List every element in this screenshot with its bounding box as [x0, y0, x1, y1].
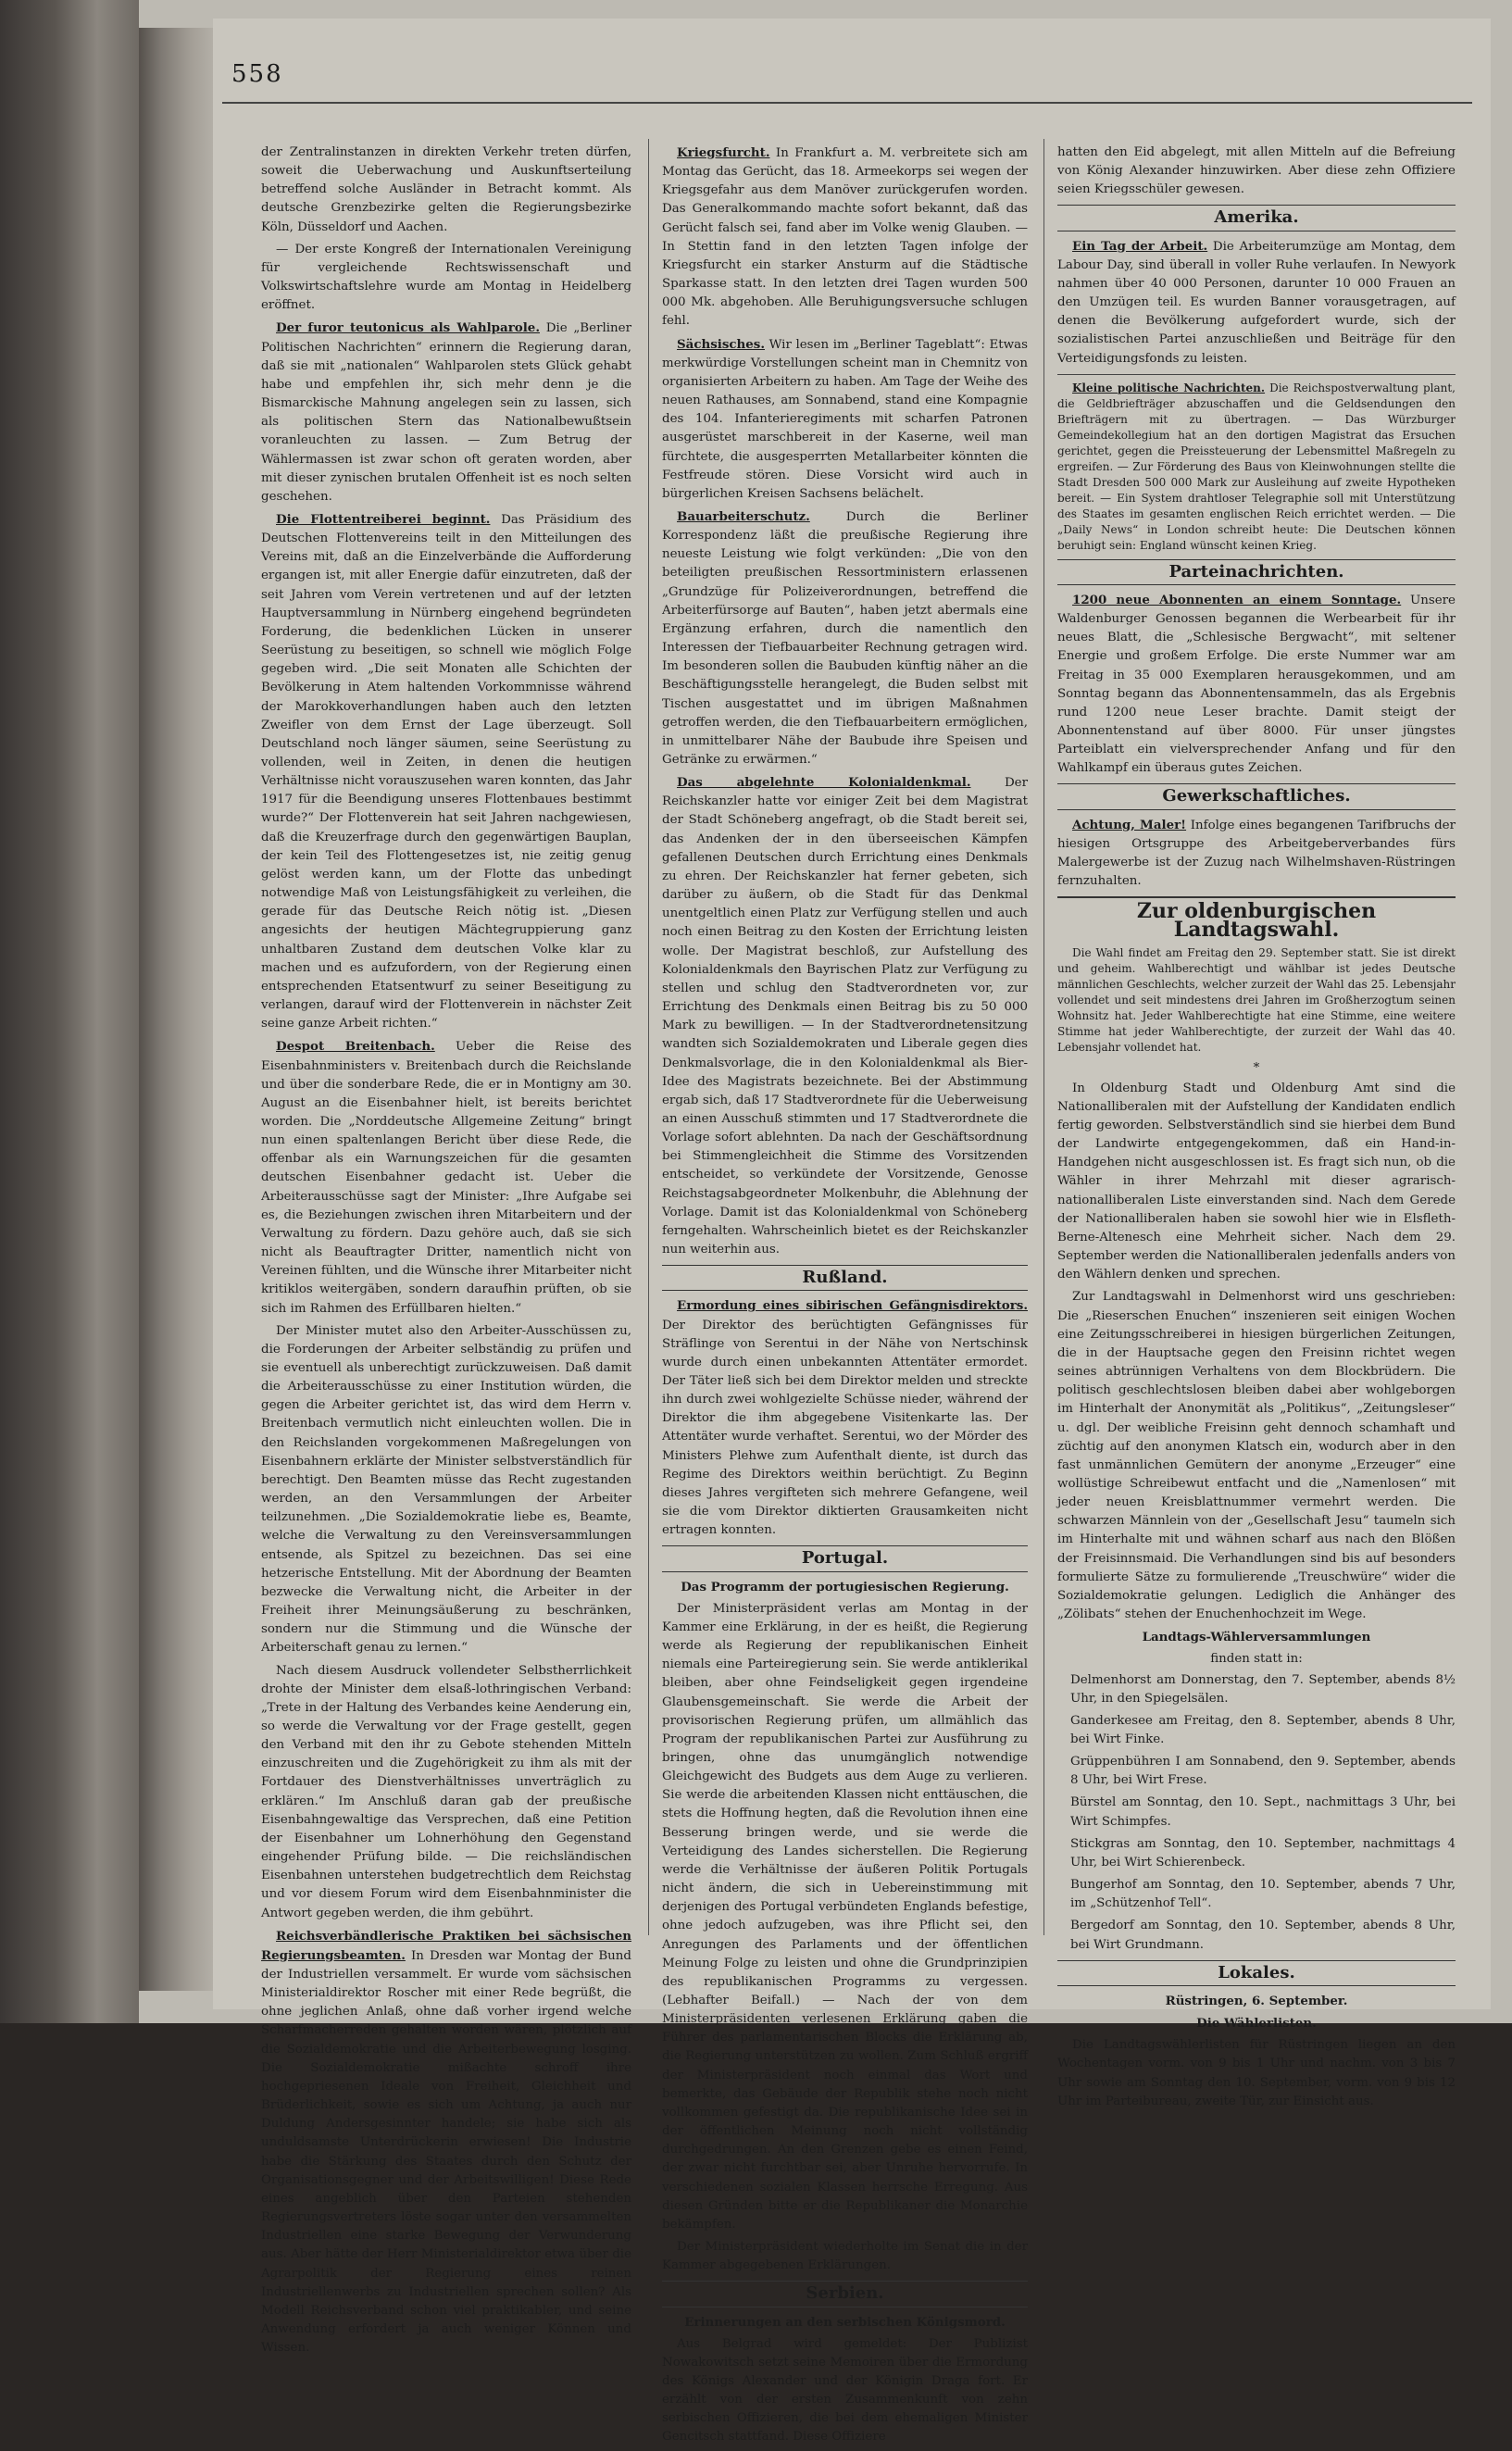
article-heading: Sächsisches. — [677, 336, 766, 352]
article-text: Die Landtagswählerlisten für Rüstringen liegen an den Wochentagen vorm. von 9 bis 1 Uhr und nachm. von 3 bis 7 Uhr sowie am Sonntag den 10. September, vorm. von 9 bis 12 Uhr im Parteibureau, zweite Tür, zur Einsicht aus. — [1057, 2038, 1456, 2108]
meeting-item: Bungerhof am Sonntag, den 10. September, abends 7 Uhr, im „Schützenhof Tell“. — [1070, 1878, 1456, 1911]
section-heading-gewerkschaftliches: Gewerkschaftliches. — [1057, 783, 1456, 809]
article-text: Infolge eines begangenen Tarifbruchs der hiesigen Ortsgruppe des Arbeitgeberverbandes fürs Malergewerbe ist der Zuzug nach Wilhelmshaven-Rüstringen fernzuhalten. — [1057, 818, 1456, 889]
section-heading-amerika: Amerika. — [1057, 205, 1456, 231]
column-1 — [261, 144, 631, 2361]
article-heading: Der furor teutonicus als Wahlparole. — [276, 320, 540, 336]
article-heading: Die Wählerlisten. — [1196, 2016, 1317, 2032]
meeting-item: Stickgras am Sonntag, den 10. September, nachmittags 4 Uhr, bei Wirt Schierenbeck. — [1070, 1836, 1456, 1870]
divider — [1057, 374, 1456, 375]
article-heading: Das abgelehnte Kolonialdenkmal. — [677, 775, 971, 791]
article-text: Der Ministerpräsident verlas am Montag in der Kammer eine Erklärung, in der es heißt, die Regierung werde als Regierung der republikanischen Einheit niemals eine Parteiregierung sein. Sie werde antiklerikal bleiben, aber ohne Feindseligkeit gegen irgendeine Glaubensgemeinschaft. Sie werde die Arbeit der provisorischen Regierung prüfen, um allmählich das Program der republikanischen Partei zur Ausführung zu bringen, ohne das unumgänglich notwendige Gleichgewicht des Budgets aus dem Auge zu verlieren. Sie werde die arbeitenden Klassen nicht enttäuschen, die stets die Hoffnung hegten, daß die Revolution ihnen eine Besserung bringen werde, und sie werde die Verteidigung des Landes sicherstellen. Die Regierung werde die Verhältnisse der äußeren Politik Portugals nicht ändern, die sich in Uebereinstimmung mit derjenigen des Portugal verbündeten Englands befestige, ohne jedoch aufzugeben, was ihre Pflicht sei, den Anregungen des Parlaments und der öffentlichen Meinung Folge zu leisten und ohne die Grundprinzipien des republikanischen Programms zu vergessen. (Lebhafter Beifall.) — Nach der von dem Ministerpräsidenten verlesenen Erklärung gaben die Führer des parlamentarischen Blocks die Erklärung ab, die Regierung unterstützen zu wollen. Zum Schluß ergriff der Ministerpräsident noch einmal das Wort und bemerkte, das Gebäude der Republik stehe noch nicht vollkommen gefestigt da. Die republikanische Idee sei in der öffentlichen Meinung noch nicht vollständig durchgedrungen. An den Grenzen gebe es einen Feind, der zwar nicht furchtbar sei, aber Unruhe hervorrufe. In verschiedenen sozialen Klassen herrsche Erregung. Aus diesen Gründen bitte er die Republikaner die Monarchie bekämpfen. — [662, 1601, 1028, 2232]
section-heading-portugal: Portugal. — [662, 1545, 1028, 1571]
column-2 — [662, 144, 1028, 2451]
meeting-item: Bürstel am Sonntag, den 10. Sept., nachmittags 3 Uhr, bei Wirt Schimpfes. — [1070, 1795, 1456, 1829]
column-divider — [1043, 139, 1044, 1935]
article-heading: Erinnerungen an den serbischen Königsmord. — [684, 2314, 1006, 2330]
article-text: In Oldenburg Stadt und Oldenburg Amt sind die Nationalliberalen mit der Aufstellung der Kandidaten endlich fertig geworden. Selbstverständlich sind sie hierbei dem Bund der Landwirte entgegengekommen, daß ein Hand-in-Handgehen nicht ausgeschlossen ist. Es fragt sich nun, ob die Wähler in ihrer Mehrzahl mit dieser agrarisch-nationalliberalen Liste einverstanden sind. Nach dem Gerede der Nationalliberalen haben sie sowohl hier wie in Elsfleth-Berne-Altenesch eine Mehrheit sicher. Nach dem 29. September werden die Nationalliberalen jedenfalls anders von den Wählern denken und sprechen. — [1057, 1081, 1456, 1282]
article-text: In Frankfurt a. M. verbreitete sich am Montag das Gerücht, das 18. Armeekorps sei wegen der Kriegsgefahr aus dem Manöver zurückgerufen worden. Das Generalkommando machte sofort bekannt, daß das Gerücht falsch sei, fand aber im Volke wenig Glauben. — In Stettin fand in den letzten Tagen infolge der Kriegsfurcht ein starker Ansturm auf die Städtische Sparkasse statt. In den letzten drei Tagen wurden 500 000 Mk. abgehoben. Alle Beruhigungsversuche schlugen fehl. — [662, 146, 1028, 329]
separator-star: * — [1253, 1060, 1260, 1075]
article-text: Ueber die Reise des Eisenbahnministers v. Breitenbach durch die Reichslande und über die sonderbare Rede, die er in Montigny am 30. August an die Eisenbahner hielt, ist bereits berichtet worden. Die „Norddeutsche Allgemeine Zeitung“ bringt nun einen spaltenlangen Bericht über diese Rede, die offenbar als ein Warnungszeichen für die gesamten deutschen Eisenbahner gedacht ist. Ueber die Arbeiterausschüsse sagt der Minister: „Ihre Aufgabe sei es, die Beziehungen zwischen ihren Mitarbeitern und der Verwaltung zu fördern. Dazu gehöre auch, daß sie sich nicht als Beauftragter Dritter, namentlich nicht von Vereinen fühlten, und die Wünsche ihrer Mitarbeiter nicht kritiklos weitergäben, sondern daraufhin prüften, ob sie sich im Rahmen des Erfüllbaren hielten.“ — [261, 1040, 631, 1316]
article-text: Zur Landtagswahl in Delmenhorst wird uns geschrieben: Die „Rieserschen Enuchen“ inszenieren seit einigen Wochen eine Zeitungsschreiberei in hiesigen bürgerlichen Zeitungen, die in der Hauptsache gegen den Freisinn richtet wegen seines abtrünnigen Verhaltens von dem Blockbrüdern. Die politisch geschlechtslosen bleiben dabei aber wohlgeborgen im Hinterhalt der Anonymität als „Politikus“, „Zeitungsleser“ u. dgl. Der weibliche Freisinn geht dennoch schamhaft und züchtig auf den anonymen Klatsch ein, wodurch aber in den fast unmännlichen Gemütern der anonyme „Erzeuger“ eine wollüstige Schreibewut entfacht und die „Namenlosen“ mit jeder neuen Kreisblattnummer vermehrt werden. Die schwarzen Männlein von der „Gesellschaft Jesu“ taumeln sich im Hinterhalte mit und wähnen scharf aus nach den Blößen der Freisinnsmaid. Die Verhandlungen sind bis auf besonders formulierte Sätze zu formulierende „Treuschwüre“ wider die Sozialdemokratie gelungen. Lediglich die Anhänger des „Zölibats“ stehen der Enuchenhochzeit im Wege. — [1057, 1290, 1456, 1622]
article-text: — Der erste Kongreß der Internationalen Vereinigung für vergleichende Rechtswissenschaft und Volkswirtschaftslehre wurde am Montag in Heidelberg eröffnet. — [261, 242, 631, 313]
article-text: Aus Belgrad wird gemeldet: Der Publizist Nowakowitsch setzt seine Memoiren über die Ermordung des Königs Alexander und der Königin Draga fort. Er erzählt von der ersten Zusammenkunft von zehn serbischen Offizieren, die bei dem ehemaligen Minister Gencitsch stattfand. Diese Offiziere — [662, 2336, 1028, 2445]
article-text: Der Reichskanzler hatte vor einiger Zeit bei dem Magistrat der Stadt Schöneberg angefragt, ob die Stadt bereit sei, das Andenken der in den überseeischen Kämpfen gefallenen Deutschen durch Errichtung eines Denkmals zu ehren. Der Reichskanzler hat ferner gebeten, sich darüber zu äußern, ob die Stadt für das Denkmal unentgeltlich einen Platz zur Verfügung stellen und auch noch einen Beitrag zu den Kosten der Errichtung leisten wolle. Der Magistrat beschloß, zur Aufstellung des Kolonialdenkmals den Bayrischen Platz zur Verfügung zu stellen und schlug den Stadtverordneten vor, zur Errichtung des Denkmals einen Beitrag bis zu 50 000 Mark zu bewilligen. — In der Stadtverordnetensitzung wandten sich Sozialdemokraten und Liberale gegen dies Denkmalsvorlage, die in den Kolonialdenkmal als Bier-Idee des Magistrats bezeichnete. Bei der Abstimmung ergab sich, daß 17 Stadtverordnete für die Ueberweisung an einen Ausschuß stimmten und 17 Stadtverordnete die Vorlage sofort ablehnten. Da nach der Geschäftsordnung bei Stimmengleichheit die Stimme des Vorsitzenden entscheidet, so verkündete der Vorsitzende, Genosse Reichstagsabgeordneter Molkenbuhr, die Ablehnung der Vorlage. Damit ist das Kolonialdenkmal von Schöneberg ferngehalten. Wahrscheinlich bietet es der Reichskanzler nun weiterhin aus. — [662, 776, 1028, 1257]
article-text: Nach diesem Ausdruck vollendeter Selbstherrlichkeit drohte der Minister dem elsaß-lothringischen Verband: „Trete in der Haltung des Verbandes keine Aenderung ein, so werde die Verwaltung vor der Frage gestellt, gegen den Verband mit den ihr zu Gebote stehenden Mitteln einzuschreiten und die Zugehörigkeit zu ihm als mit der Fortdauer des Dienstverhältnisses unverträglich zu erklären.“ Im Anschluß daran gab der preußische Eisenbahngewaltige das Versprechen, daß eine Petition der Eisenbahner um Lohnerhöhung den Gegenstand eingehender Prüfung bilde. — Die reichsländischen Eisenbahnen unterstehen budgetrechtlich dem Reichstag und vor diesem Forum wird dem Eisenbahnminister die Antwort gegeben werden, die ihm gebührt. — [261, 1663, 631, 1920]
section-subheading-wählerversammlungen: Landtags-Wählerversammlungen — [1142, 1630, 1371, 1645]
meeting-item: Ganderkesee am Freitag, den 8. September, abends 8 Uhr, bei Wirt Finke. — [1070, 1713, 1456, 1746]
section-heading-parteinachrichten: Parteinachrichten. — [1057, 559, 1456, 585]
column-divider — [648, 139, 649, 1935]
book-spine — [0, 0, 139, 2023]
article-heading: Das Programm der portugiesischen Regierung. — [681, 1579, 1009, 1594]
article-text: hatten den Eid abgelegt, mit allen Mitteln auf die Befreiung von König Alexander hinzuwirken. Aber diese zehn Offiziere seien Kriegsschüler gewesen. — [1057, 145, 1456, 197]
newspaper-page — [213, 19, 1491, 2445]
column-3 — [1057, 144, 1456, 2115]
article-heading: Kleine politische Nachrichten. — [1072, 381, 1266, 394]
article-text: Die Arbeiterumzüge am Montag, dem Labour Day, sind überall in voller Ruhe verlaufen. In Newyork nahmen über 40 000 Personen, darunter 10 000 Frauen an den Umzügen teil. Es wurden Banner vorausgetragen, auf denen die Bevölkerung aufgefordert wurde, sich der sozialistischen Partei anzuschließen und Beiträge für den Verteidigungsfonds zu leisten. — [1057, 239, 1456, 366]
article-heading: 1200 neue Abonnenten an einem Sonntage. — [1072, 592, 1402, 607]
article-text: Der Minister mutet also den Arbeiter-Ausschüssen zu, die Forderungen der Arbeiter selbständig zu prüfen und sie eventuell als unberechtigt zurückzuweisen. Daß damit die Arbeiterausschüsse zu einer Institution würden, die gegen die Arbeiter gerichtet ist, das wird dem Herrn v. Breitenbach vermutlich nicht einleuchten wollen. Die in den Reichslanden vorgekommenen Maßregelungen von Eisenbahnern erklärte der Minister selbstverständlich für berechtigt. Den Beamten müsse das Recht zugestanden werden, an den Versammlungen der Arbeiter teilzunehmen. „Die Sozialdemokratie liebe es, Beamte, welche die Verwaltung zu den Vereinsversammlungen entsende, als Spitzel zu bezeichnen. Das sei eine hetzerische Entstellung. Mit der Abordnung der Beamten bezwecke die Verwaltung nicht, die Arbeiter in der Freiheit ihrer Meinungsäußerung zu beschränken, sondern nur die Stimmung und die Wünsche der Arbeiterschaft genau zu lernen.“ — [261, 1323, 631, 1656]
meeting-item: Delmenhorst am Donnerstag, den 7. September, abends 8½ Uhr, in den Spiegelsälen. — [1070, 1672, 1456, 1706]
header-rule — [222, 102, 1472, 104]
section-heading-serbien: Serbien. — [662, 2281, 1028, 2307]
meeting-item: Bergedorf am Sonntag, den 10. September, abends 8 Uhr, bei Wirt Grundmann. — [1070, 1919, 1456, 1952]
article-text: Die Reichspostverwaltung plant, die Geldbriefträger abzuschaffen und die Geldsendungen den Briefträgern mit zu übertragen. — Das Würzburger Gemeindekollegium hat an den dortigen Magistrat das Ersuchen gerichtet, gegen die Preissteuerung der Lebensmittel Maßregeln zu ergreifen. — Zur Förderung des Baus von Kleinwohnungen stellte die Stadt Dresden 500 000 Mark zur Ausleihung auf zweite Hypotheken bereit. — Ein System drahtloser Telegraphie soll mit Unterstützung des Staates im gesamten englischen Reich errichtet werden. — Die „Daily News“ in London schreibt heute: Die Deutschen können beruhigt sein: England wünscht keinen Krieg. — [1057, 381, 1456, 552]
article-text: Durch die Berliner Korrespondenz läßt die preußische Regierung ihre neueste Leistung wie folgt verkünden: „Die von den beteiligten preußischen Ressortministern erlassenen „Grundzüge für Polizeiverordnungen, betreffend die Arbeiterfürsorge auf Bauten“, haben jetzt abermals eine Ergänzung erfahren, durch die namentlich den Interessen der Tiefbauarbeiter Rechnung getragen wird. Im besonderen sollen die Baubuden künftig näher an die Beschäftigungsstelle herangelegt, die Buden selbst mit Tischen ausgestattet und im übrigen Maßnahmen getroffen werden, die den Tiefbauarbeitern ermöglichen, in unmittelbarer Nähe der Baubude ihre Speisen und Getränke zu erwärmen.“ — [662, 509, 1028, 767]
article-text: Der Ministerpräsident wiederholte im Senat die in der Kammer abgegebenen Erklärungen. — [662, 2240, 1028, 2273]
section-heading-lokales: Lokales. — [1057, 1960, 1456, 1986]
article-text: In Dresden war Montag der Bund der Industriellen versammelt. Er wurde vom sächsischen Ministerialdirektor Roscher mit einer Rede begrüßt, die ohne jeglichen Anlaß, ohne daß vorher irgend welche Scharfmacherreden gehalten worden wären, plötzlich auf die Sozialdemokratie und die Arbeiterbewegung losging. Die Sozialdemokratie mißachte schroff ihre hochgepriesenen Ideale von Freiheit, Gleichheit und Brüderlichkeit, sowie es sich um Achtung, ja auch nur Duldung Andersgesinnter handele; sie habe sich als unduldsamste Unterdrückerin erwiesen! Die Industrie habe die Stärkung des Staates durch den Schutz der Organisationsgegner und der Arbeitswilligen! Diese Rede eines angeblich über den Parteien stehenden Regierungsvertreters löste sogar unter den versammelten Industriellen eine starke Bewegung der Verwunderung aus. Aber hätte der Herr Ministerialdirektor etwa über die Agrarpolitik der Regierung eines reinen Industriellenwerbs zu Industriellen sprechen sollen? Als Modell Reichsverband schon viel praktikabler, und seine Anwendung erfordert ja auch weniger Können und Wissen. — [261, 1948, 631, 2356]
article-heading: Achtung, Maler! — [1072, 817, 1187, 832]
dateline: Rüstringen, 6. September. — [1165, 1993, 1348, 2008]
article-heading: Kriegsfurcht. — [677, 145, 770, 160]
article-text: Das Präsidium des Deutschen Flottenvereins teilt in den Mitteilungen des Vereins mit, daß an die Einzelverbände die Aufforderung ergangen ist, mit aller Energie dafür einzutreten, daß der seit Jahren vom Verein vertretenen und auf der letzten Hauptversammlung in Nürnberg eingehend begründeten Forderung, die bedenklichen Lücken in unserer Seerüstung zu beseitigen, so schnell wie möglich Folge gegeben wird. „Die seit Monaten alle Schichten der Bevölkerung in Atem haltenden Vorkommnisse während der Marokkoverhandlungen haben auch den letzten Zweifler von dem Ernst der Lage überzeugt. Soll Deutschland noch länger säumen, seine Seerüstung zu vollenden, weil in Zeiten, in denen die heutigen Verhältnisse nicht vorauszusehen waren konnten, das Jahr 1917 für die Beendigung unseres Flottenbaues bestimmt wurde?“ Der Flottenverein hat seit Jahren nachgewiesen, daß die Kreuzerfrage durch den gegenwärtigen Bauplan, der kein Teil des Flottengesetzes ist, nie zeitig genug gelöst werden kann, um der Flotte das unbedingt notwendige Maß von Leistungsfähigkeit zu verleihen, die gerade für das Deutsche Reich nötig ist. „Diesen angesichts der heutigen Mächtegruppierung ganz unhaltbaren Zustand dem deutschen Volke klar zu machen und es aufzufordern, von der Regierung einen entsprechenden Etatsentwurf zu seiner Beseitigung zu verlangen, darauf wird der Flottenverein in nächster Zeit seine ganze Arbeit richten.“ — [261, 512, 631, 1032]
book-page-edge — [139, 28, 213, 1991]
meeting-item: Grüppenbühren I am Sonnabend, den 9. September, abends 8 Uhr, bei Wirt Frese. — [1070, 1755, 1456, 1788]
article-heading: Ermordung eines sibirischen Gefängnisdirektors. — [677, 1298, 1028, 1314]
article-text: finden statt in: — [1210, 1652, 1303, 1667]
article-text: der Zentralinstanzen in direkten Verkehr treten dürfen, soweit die Ueberwachung und Auskunftserteilung betreffend solche Ausländer in Betracht kommt. Als deutsche Grenzbezirke gelten die Regierungsbezirke Köln, Düsseldorf und Aachen. — [261, 145, 631, 234]
page-number: 558 — [231, 60, 283, 88]
article-text: Wir lesen im „Berliner Tageblatt“: Etwas merkwürdige Vorstellungen scheint man in Chemnitz von organisierten Arbeitern zu haben. Am Tage der Weihe des neuen Rathauses, am Sonnabend, stand eine Kompagnie des 104. Infanterieregiments mit scharfen Patronen ausgerüstet marschbereit in der Kaserne, weil man fürchtete, die ausgesperrten Metallarbeiter könnten die Festfreude stören. Diese Vorsicht wird auch in bürgerlichen Kreisen Sachsens belächelt. — [662, 337, 1028, 501]
article-text: Die Wahl findet am Freitag den 29. September statt. Sie ist direkt und geheim. Wahlberechtigt und wählbar ist jedes Deutsche männlichen Geschlechts, welcher zurzeit der Wahl das 25. Lebensjahr vollendet und seit mindestens drei Jahren im Großherzogtum seinen Wohnsitz hat. Jeder Wahlberechtigte hat eine Stimme, eine weitere Stimme hat jeder Wahlberechtigte, der zurzeit der Wahl das 40. Lebensjahr vollendet hat. — [1057, 945, 1456, 1054]
article-heading: Bauarbeiterschutz. — [677, 508, 810, 524]
article-heading: Despot Breitenbach. — [276, 1039, 435, 1055]
article-heading: Reichsverbändlerische Praktiken bei sächsischen Regierungsbeamten. — [261, 1928, 631, 1963]
article-heading: Ein Tag der Arbeit. — [1072, 238, 1208, 254]
article-text: Der Direktor des berüchtigten Gefängnisses für Sträflinge von Serentui in der Nähe von Nertschinsk wurde durch einen unbekannten Attentäter ermordet. Der Täter ließ sich bei dem Direktor melden und streckte ihn durch zwei wohlgezielte Schüsse nieder, während der Direktor die ihm abgegebene Visitenkarte las. Der Attentäter wurde verhaftet. Serentui, wo der Mörder des Ministers Plehwe zum Aufenthalt diente, ist durch das Regime des Direktors weithin berüchtigt. Zu Beginn dieses Jahres vergifteten sich mehrere Gefangene, weil sie die vom Direktor diktierten Grausamkeiten nicht ertragen konnten. — [662, 1318, 1028, 1538]
article-text: Unsere Waldenburger Genossen begannen die Werbearbeit für ihr neues Blatt, die „Schlesische Bergwacht“, mit seltener Energie und großem Erfolge. Die erste Nummer war am Freitag in 35 000 Exemplaren herausgekommen, und am Sonntag begann das Abonnentensammeln, das als Ergebnis rund 1200 neue Leser brachte. Damit steigt der Abonnentenstand auf über 8000. Für unser jüngstes Parteiblatt ein vielversprechender Anfang und für den Wahlkampf ein überaus gutes Zeichen. — [1057, 593, 1456, 776]
section-heading-russland: Rußland. — [662, 1265, 1028, 1291]
article-heading: Die Flottentreiberei beginnt. — [276, 511, 491, 527]
article-text: Die „Berliner Politischen Nachrichten“ erinnern die Regierung daran, daß sie mit „nationalen“ Wahlparolen stets Glück gehabt habe und empfehlen ihr, sich mehr denn je die Bismarckische Mahnung angelegen sein zu lassen, sich als politischen Stern das Nationalbewußtsein voranleuchten zu lassen. — Zum Betrug der Wählermassen ist zwar schon oft geraten worden, aber mit dieser zynischen brutalen Offenheit ist es noch selten geschehen. — [261, 321, 631, 504]
section-heading-landtagswahl: Zur oldenburgischen Landtagswahl. — [1057, 896, 1456, 939]
